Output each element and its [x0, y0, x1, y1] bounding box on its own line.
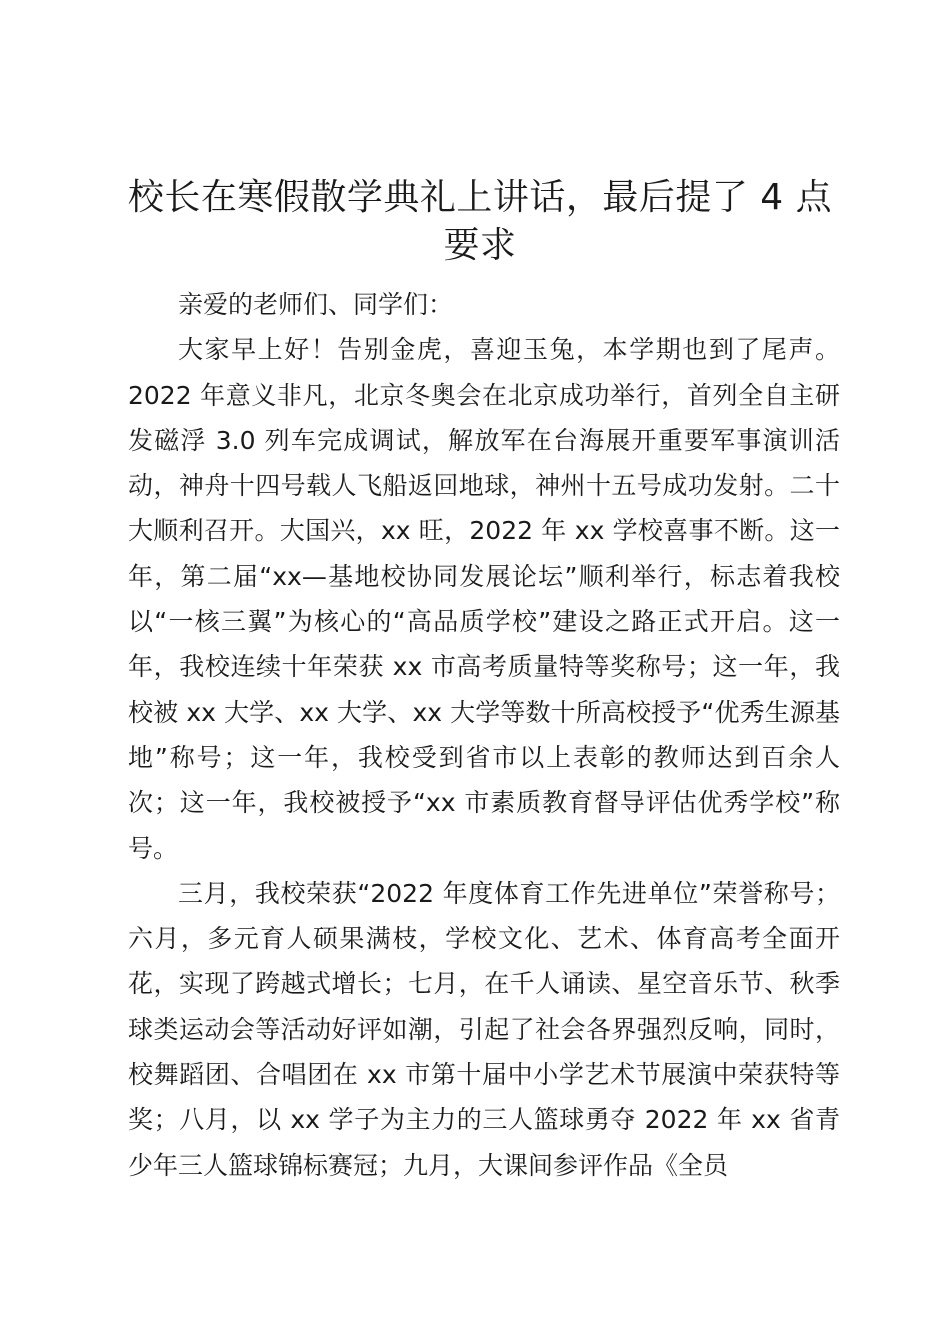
body-paragraph: 大家早上好！告别金虎，喜迎玉兔，本学期也到了尾声。2022 年意义非凡，北京冬奥会在北京成功举行，首列全自主研发磁浮 3.0 列车完成调试，解放军在台海展开重要军事演训活动，神舟十四号载人飞船返回地球，神州十五号成功发射。二十大顺利召开。大国兴，xx 旺，2022 年 xx 学校喜事不断。这一年，第二届“xx—基地校协同发展论坛”顺利举行，标志着我校以“一核三翼”为核心的“高品质学校”建设之路正式开启。这一年，我校连续十年荣获 xx 市高考质量特等奖称号；这一年，我校被 xx 大学、xx 大学、xx 大学等数十所高校授予“优秀生源基地”称号；这一年，我校受到省市以上表彰的教师达到百余人次；这一年，我校被授予“xx 市素质教育督导评估优秀学校”称号。 [128, 335, 840, 863]
document-body [128, 282, 840, 1188]
body-paragraph: 三月，我校荣获“2022 年度体育工作先进单位”荣誉称号；六月，多元育人硕果满枝，学校文化、艺术、体育高考全面开花，实现了跨越式增长；七月，在千人诵读、星空音乐节、秋季球类运动会等活动好评如潮，引起了社会各界强烈反响，同时，校舞蹈团、合唱团在 xx 市第十届中小学艺术节展演中荣获特等奖；八月，以 xx 学子为主力的三人篮球勇夺 2022 年 xx 省青少年三人篮球锦标赛冠；九月，大课间参评作品《全员 [128, 878, 840, 1180]
document-title: 校长在寒假散学典礼上讲话，最后提了 4 点要求 [127, 177, 833, 266]
greeting-paragraph: 亲爱的老师们、同学们： [178, 290, 454, 319]
